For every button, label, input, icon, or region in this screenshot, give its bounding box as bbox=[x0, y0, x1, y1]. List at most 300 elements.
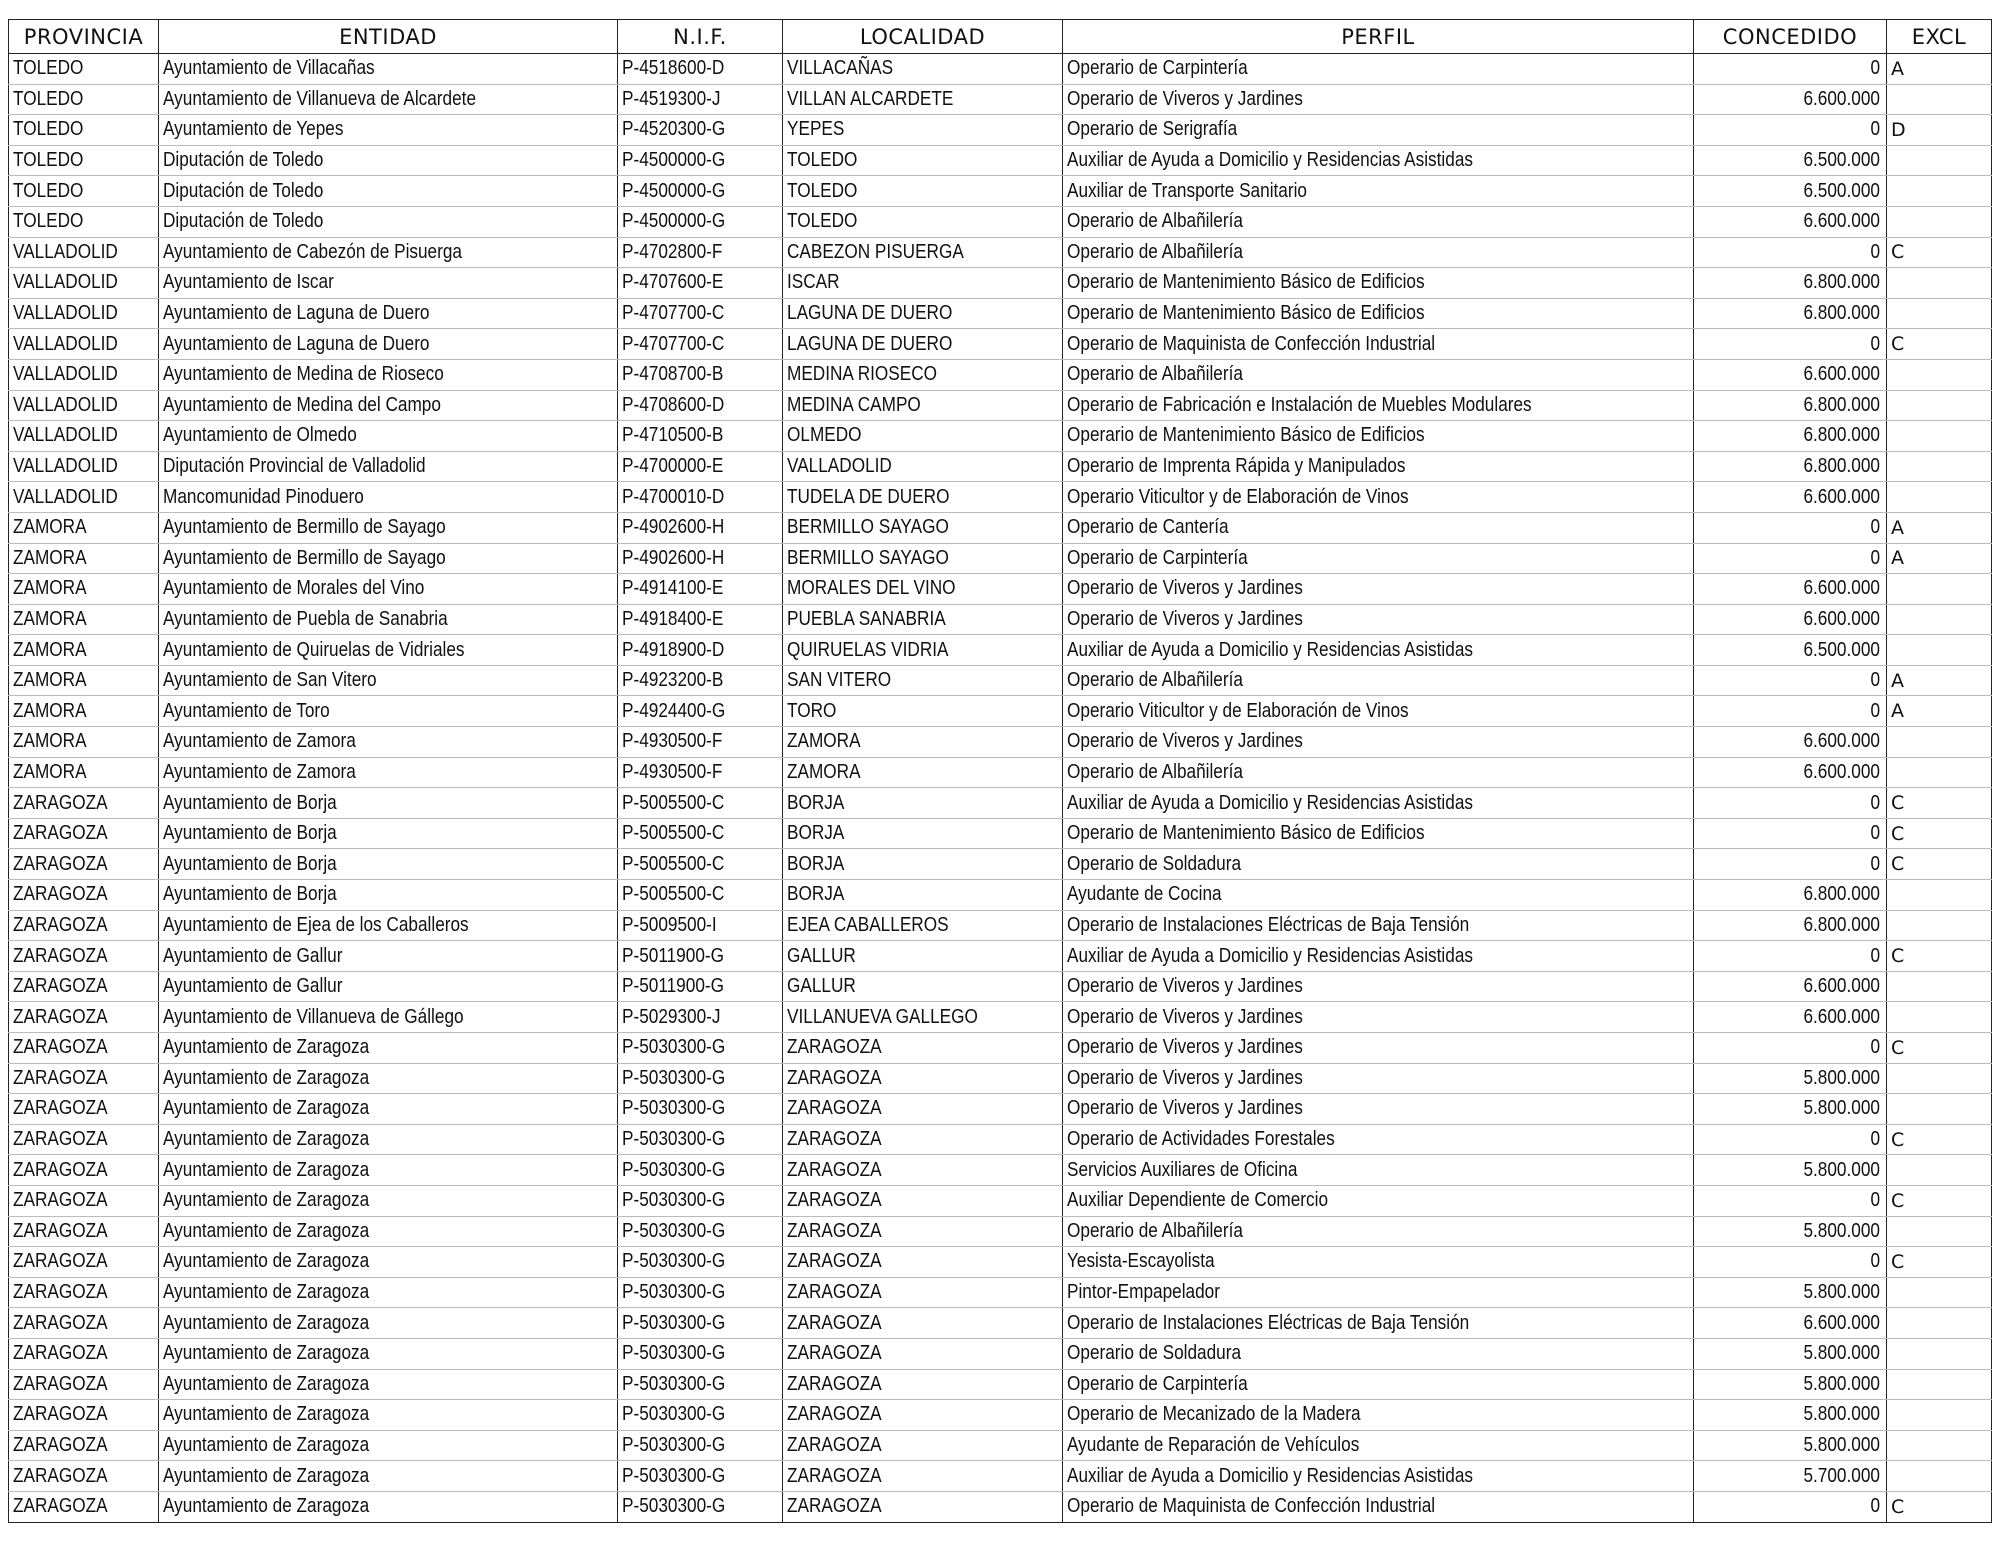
provincia-cell bbox=[9, 696, 159, 727]
perfil-cell bbox=[1063, 206, 1694, 237]
concedido-cell bbox=[1694, 268, 1887, 299]
concedido-cell-text: 6.800.000 bbox=[1803, 913, 1880, 936]
nif-cell-text: P-4520300-G bbox=[622, 118, 726, 141]
localidad-cell bbox=[783, 1124, 1063, 1155]
entidad-cell bbox=[159, 390, 618, 421]
nif-cell bbox=[618, 941, 783, 972]
perfil-cell-text: Operario de Mecanizado de la Madera bbox=[1067, 1403, 1361, 1426]
concedido-cell bbox=[1694, 1063, 1887, 1094]
provincia-cell-text: ZAMORA bbox=[13, 730, 87, 753]
provincia-cell bbox=[9, 910, 159, 941]
excl-cell bbox=[1887, 84, 1992, 115]
localidad-cell-text: BORJA bbox=[787, 822, 845, 845]
excl-cell bbox=[1887, 1033, 1992, 1064]
provincia-cell bbox=[9, 115, 159, 146]
nif-cell-text: P-5030300-G bbox=[622, 1219, 726, 1242]
entidad-cell-text: Ayuntamiento de Zaragoza bbox=[163, 1219, 370, 1242]
entidad-cell bbox=[159, 757, 618, 788]
excl-cell bbox=[1887, 818, 1992, 849]
concedido-cell bbox=[1694, 1461, 1887, 1492]
entidad-cell bbox=[159, 145, 618, 176]
perfil-cell bbox=[1063, 1185, 1694, 1216]
concedido-cell bbox=[1694, 1124, 1887, 1155]
excl-cell bbox=[1887, 1124, 1992, 1155]
table-row bbox=[9, 115, 1992, 146]
perfil-cell bbox=[1063, 145, 1694, 176]
localidad-cell-text: ZARAGOZA bbox=[787, 1464, 882, 1487]
provincia-cell bbox=[9, 788, 159, 819]
nif-cell bbox=[618, 54, 783, 85]
provincia-cell bbox=[9, 359, 159, 390]
table-row bbox=[9, 421, 1992, 452]
excl-cell-text: C bbox=[1891, 1128, 1905, 1151]
localidad-cell bbox=[783, 1094, 1063, 1125]
concedido-cell-text: 6.500.000 bbox=[1803, 149, 1880, 172]
excl-cell bbox=[1887, 665, 1992, 696]
entidad-cell-text: Ayuntamiento de Zaragoza bbox=[163, 1342, 370, 1365]
provincia-cell bbox=[9, 482, 159, 513]
concedido-cell-text: 6.600.000 bbox=[1803, 210, 1880, 233]
excl-cell bbox=[1887, 1002, 1992, 1033]
table-row bbox=[9, 1216, 1992, 1247]
localidad-cell-text: BORJA bbox=[787, 852, 845, 875]
excl-cell bbox=[1887, 1216, 1992, 1247]
localidad-cell-text: OLMEDO bbox=[787, 424, 862, 447]
concedido-cell-text: 0 bbox=[1870, 852, 1880, 875]
entidad-cell-text: Ayuntamiento de Zaragoza bbox=[163, 1372, 370, 1395]
nif-cell-text: P-4902600-H bbox=[622, 516, 725, 539]
provincia-cell bbox=[9, 818, 159, 849]
localidad-cell bbox=[783, 115, 1063, 146]
localidad-cell bbox=[783, 880, 1063, 911]
entidad-cell bbox=[159, 54, 618, 85]
concedido-cell bbox=[1694, 1308, 1887, 1339]
perfil-cell bbox=[1063, 359, 1694, 390]
concedido-cell-text: 0 bbox=[1870, 1250, 1880, 1273]
perfil-cell-text: Operario de Albañilería bbox=[1067, 363, 1243, 386]
nif-cell bbox=[618, 1216, 783, 1247]
perfil-cell bbox=[1063, 941, 1694, 972]
perfil-cell-text: Operario de Cantería bbox=[1067, 516, 1229, 539]
perfil-cell-text: Operario de Viveros y Jardines bbox=[1067, 975, 1303, 998]
perfil-cell-text: Auxiliar de Ayuda a Domicilio y Residencias Asistidas bbox=[1067, 1464, 1474, 1487]
entidad-cell-text: Ayuntamiento de Borja bbox=[163, 822, 337, 845]
localidad-cell-text: TOLEDO bbox=[787, 149, 858, 172]
entidad-cell bbox=[159, 543, 618, 574]
concedido-cell-text: 6.600.000 bbox=[1803, 1005, 1880, 1028]
nif-cell bbox=[618, 1400, 783, 1431]
concedido-cell bbox=[1694, 1491, 1887, 1522]
entidad-cell-text: Ayuntamiento de Zaragoza bbox=[163, 1066, 370, 1089]
table-row bbox=[9, 818, 1992, 849]
perfil-cell-text: Pintor-Empapelador bbox=[1067, 1281, 1220, 1304]
nif-cell bbox=[618, 115, 783, 146]
concedido-cell bbox=[1694, 1155, 1887, 1186]
perfil-cell bbox=[1063, 1277, 1694, 1308]
table-row bbox=[9, 1308, 1992, 1339]
perfil-cell bbox=[1063, 818, 1694, 849]
table-row bbox=[9, 390, 1992, 421]
concedido-cell-text: 5.800.000 bbox=[1803, 1403, 1880, 1426]
localidad-cell-text: VILLAN ALCARDETE bbox=[787, 87, 954, 110]
provincia-cell-text: VALLADOLID bbox=[13, 302, 118, 325]
entidad-cell-text: Ayuntamiento de Zamora bbox=[163, 730, 356, 753]
provincia-cell-text: VALLADOLID bbox=[13, 455, 118, 478]
localidad-cell bbox=[783, 1247, 1063, 1278]
concedido-cell-text: 6.500.000 bbox=[1803, 179, 1880, 202]
concedido-cell-text: 5.800.000 bbox=[1803, 1097, 1880, 1120]
provincia-cell-text: ZARAGOZA bbox=[13, 1128, 108, 1151]
concedido-cell bbox=[1694, 237, 1887, 268]
provincia-cell-text: ZARAGOZA bbox=[13, 1495, 108, 1518]
concedido-cell-text: 6.600.000 bbox=[1803, 730, 1880, 753]
localidad-cell-text: ZARAGOZA bbox=[787, 1372, 882, 1395]
localidad-cell bbox=[783, 268, 1063, 299]
entidad-cell bbox=[159, 1338, 618, 1369]
excl-cell-text: C bbox=[1891, 945, 1905, 968]
provincia-cell-text: ZARAGOZA bbox=[13, 822, 108, 845]
entidad-cell bbox=[159, 1155, 618, 1186]
perfil-cell bbox=[1063, 880, 1694, 911]
perfil-cell bbox=[1063, 115, 1694, 146]
table-row bbox=[9, 84, 1992, 115]
entidad-cell bbox=[159, 482, 618, 513]
nif-cell-text: P-5030300-G bbox=[622, 1342, 726, 1365]
concedido-cell-text: 0 bbox=[1870, 57, 1880, 80]
excl-cell bbox=[1887, 237, 1992, 268]
concedido-cell-text: 0 bbox=[1870, 1036, 1880, 1059]
perfil-cell bbox=[1063, 604, 1694, 635]
provincia-cell-text: ZARAGOZA bbox=[13, 883, 108, 906]
entidad-cell bbox=[159, 1002, 618, 1033]
perfil-cell bbox=[1063, 665, 1694, 696]
provincia-cell-text: ZARAGOZA bbox=[13, 1372, 108, 1395]
provincia-cell bbox=[9, 1400, 159, 1431]
table-row bbox=[9, 543, 1992, 574]
table-row bbox=[9, 910, 1992, 941]
perfil-cell-text: Operario de Albañilería bbox=[1067, 669, 1243, 692]
excl-cell bbox=[1887, 543, 1992, 574]
perfil-cell-text: Operario Viticultor y de Elaboración de Vinos bbox=[1067, 485, 1409, 508]
localidad-cell bbox=[783, 1277, 1063, 1308]
table-row bbox=[9, 941, 1992, 972]
localidad-cell-text: BERMILLO SAYAGO bbox=[787, 516, 949, 539]
localidad-cell bbox=[783, 176, 1063, 207]
entidad-cell bbox=[159, 298, 618, 329]
entidad-cell-text: Ayuntamiento de Villanueva de Gállego bbox=[163, 1005, 464, 1028]
entidad-cell bbox=[159, 1124, 618, 1155]
entidad-cell bbox=[159, 1216, 618, 1247]
localidad-cell-text: ZAMORA bbox=[787, 760, 861, 783]
entidad-cell bbox=[159, 115, 618, 146]
table-row bbox=[9, 1369, 1992, 1400]
provincia-cell-text: VALLADOLID bbox=[13, 485, 118, 508]
provincia-cell-text: ZARAGOZA bbox=[13, 1005, 108, 1028]
excl-cell-text: C bbox=[1891, 1495, 1905, 1518]
concedido-cell bbox=[1694, 604, 1887, 635]
localidad-cell-text: ZARAGOZA bbox=[787, 1342, 882, 1365]
perfil-cell-text: Operario de Albañilería bbox=[1067, 240, 1243, 263]
excl-cell-text: C bbox=[1891, 853, 1905, 876]
entidad-cell bbox=[159, 635, 618, 666]
entidad-cell bbox=[159, 237, 618, 268]
entidad-cell bbox=[159, 1063, 618, 1094]
nif-cell-text: P-5005500-C bbox=[622, 791, 725, 814]
localidad-cell-text: ZARAGOZA bbox=[787, 1434, 882, 1457]
perfil-cell-text: Operario de Mantenimiento Básico de Edificios bbox=[1067, 822, 1425, 845]
provincia-cell bbox=[9, 849, 159, 880]
concedido-cell-text: 0 bbox=[1870, 1128, 1880, 1151]
entidad-cell bbox=[159, 1369, 618, 1400]
entidad-cell-text: Ayuntamiento de Zaragoza bbox=[163, 1434, 370, 1457]
table-row bbox=[9, 1277, 1992, 1308]
nif-cell-text: P-5030300-G bbox=[622, 1281, 726, 1304]
concedido-cell bbox=[1694, 818, 1887, 849]
provincia-cell-text: ZARAGOZA bbox=[13, 852, 108, 875]
localidad-cell-text: SAN VITERO bbox=[787, 669, 892, 692]
nif-cell-text: P-4923200-B bbox=[622, 669, 724, 692]
concedido-cell-text: 6.800.000 bbox=[1803, 455, 1880, 478]
entidad-cell bbox=[159, 971, 618, 1002]
perfil-cell-text: Auxiliar de Ayuda a Domicilio y Residencias Asistidas bbox=[1067, 638, 1474, 661]
nif-cell-text: P-4500000-G bbox=[622, 210, 726, 233]
localidad-cell-text: QUIRUELAS VIDRIA bbox=[787, 638, 949, 661]
excl-cell-text: C bbox=[1891, 1036, 1905, 1059]
excl-cell bbox=[1887, 1338, 1992, 1369]
entidad-cell-text: Ayuntamiento de Zaragoza bbox=[163, 1189, 370, 1212]
nif-cell bbox=[618, 1338, 783, 1369]
perfil-cell-text: Auxiliar de Ayuda a Domicilio y Residencias Asistidas bbox=[1067, 791, 1474, 814]
provincia-cell-text: ZARAGOZA bbox=[13, 913, 108, 936]
nif-cell bbox=[618, 1277, 783, 1308]
concedido-cell bbox=[1694, 512, 1887, 543]
localidad-cell-text: VILLACAÑAS bbox=[787, 57, 894, 80]
perfil-cell bbox=[1063, 1247, 1694, 1278]
localidad-cell bbox=[783, 482, 1063, 513]
perfil-cell-text: Operario de Viveros y Jardines bbox=[1067, 730, 1303, 753]
concedido-cell-text: 0 bbox=[1870, 1189, 1880, 1212]
excl-cell bbox=[1887, 1461, 1992, 1492]
concedido-cell-text: 6.800.000 bbox=[1803, 424, 1880, 447]
localidad-cell-text: ZARAGOZA bbox=[787, 1219, 882, 1242]
localidad-cell bbox=[783, 1002, 1063, 1033]
provincia-cell-text: TOLEDO bbox=[13, 149, 84, 172]
entidad-cell bbox=[159, 1491, 618, 1522]
concedido-cell bbox=[1694, 971, 1887, 1002]
perfil-cell bbox=[1063, 1124, 1694, 1155]
entidad-cell bbox=[159, 1308, 618, 1339]
entidad-cell bbox=[159, 329, 618, 360]
nif-cell-text: P-4710500-B bbox=[622, 424, 724, 447]
entidad-cell bbox=[159, 359, 618, 390]
excl-cell-text: C bbox=[1891, 822, 1905, 845]
nif-cell-text: P-5030300-G bbox=[622, 1128, 726, 1151]
excl-cell bbox=[1887, 849, 1992, 880]
provincia-cell bbox=[9, 941, 159, 972]
perfil-cell bbox=[1063, 54, 1694, 85]
localidad-cell-text: EJEA CABALLEROS bbox=[787, 913, 949, 936]
nif-cell bbox=[618, 482, 783, 513]
nif-cell-text: P-4930500-F bbox=[622, 760, 723, 783]
nif-cell-text: P-4518600-D bbox=[622, 57, 725, 80]
excl-cell bbox=[1887, 910, 1992, 941]
table-row bbox=[9, 512, 1992, 543]
perfil-cell bbox=[1063, 1063, 1694, 1094]
provincia-cell bbox=[9, 1308, 159, 1339]
nif-cell bbox=[618, 788, 783, 819]
localidad-cell-text: TOLEDO bbox=[787, 179, 858, 202]
concedido-cell-text: 6.800.000 bbox=[1803, 302, 1880, 325]
localidad-cell-text: ZARAGOZA bbox=[787, 1128, 882, 1151]
localidad-cell bbox=[783, 1491, 1063, 1522]
table-row bbox=[9, 880, 1992, 911]
nif-cell bbox=[618, 818, 783, 849]
nif-cell bbox=[618, 574, 783, 605]
provincia-cell bbox=[9, 84, 159, 115]
provincia-cell bbox=[9, 727, 159, 758]
perfil-cell bbox=[1063, 237, 1694, 268]
excl-cell bbox=[1887, 1491, 1992, 1522]
excl-cell bbox=[1887, 971, 1992, 1002]
provincia-cell-text: ZAMORA bbox=[13, 638, 87, 661]
perfil-cell bbox=[1063, 727, 1694, 758]
entidad-cell bbox=[159, 451, 618, 482]
localidad-cell-text: MORALES DEL VINO bbox=[787, 577, 956, 600]
nif-cell-text: P-5030300-G bbox=[622, 1066, 726, 1089]
excl-cell-text: A bbox=[1891, 57, 1904, 80]
perfil-cell bbox=[1063, 390, 1694, 421]
entidad-cell bbox=[159, 941, 618, 972]
table-row bbox=[9, 1247, 1992, 1278]
excl-cell-text: D bbox=[1891, 118, 1906, 141]
localidad-cell bbox=[783, 1400, 1063, 1431]
perfil-cell bbox=[1063, 298, 1694, 329]
provincia-cell bbox=[9, 1216, 159, 1247]
localidad-cell-text: ZARAGOZA bbox=[787, 1066, 882, 1089]
entidad-cell bbox=[159, 1277, 618, 1308]
concedido-cell bbox=[1694, 1430, 1887, 1461]
excl-cell bbox=[1887, 574, 1992, 605]
table-row bbox=[9, 604, 1992, 635]
nif-cell-text: P-4702800-F bbox=[622, 240, 723, 263]
localidad-cell-text: BERMILLO SAYAGO bbox=[787, 546, 949, 569]
concedido-cell bbox=[1694, 635, 1887, 666]
entidad-cell-text: Ayuntamiento de Zaragoza bbox=[163, 1128, 370, 1151]
perfil-cell-text: Ayudante de Reparación de Vehículos bbox=[1067, 1434, 1360, 1457]
nif-cell-text: P-4519300-J bbox=[622, 87, 721, 110]
provincia-cell bbox=[9, 206, 159, 237]
nif-cell bbox=[618, 1155, 783, 1186]
nif-cell bbox=[618, 1185, 783, 1216]
nif-cell bbox=[618, 298, 783, 329]
perfil-cell bbox=[1063, 1002, 1694, 1033]
perfil-cell-text: Operario de Albañilería bbox=[1067, 760, 1243, 783]
entidad-cell bbox=[159, 1430, 618, 1461]
provincia-cell bbox=[9, 329, 159, 360]
nif-cell-text: P-5030300-G bbox=[622, 1158, 726, 1181]
localidad-cell bbox=[783, 910, 1063, 941]
col-header-nif: N.I.F. bbox=[618, 20, 783, 54]
nif-cell bbox=[618, 512, 783, 543]
entidad-cell bbox=[159, 910, 618, 941]
perfil-cell-text: Servicios Auxiliares de Oficina bbox=[1067, 1158, 1298, 1181]
localidad-cell bbox=[783, 574, 1063, 605]
provincia-cell-text: TOLEDO bbox=[13, 118, 84, 141]
nif-cell-text: P-5030300-G bbox=[622, 1036, 726, 1059]
provincia-cell bbox=[9, 390, 159, 421]
nif-cell bbox=[618, 1247, 783, 1278]
entidad-cell bbox=[159, 727, 618, 758]
nif-cell-text: P-5030300-G bbox=[622, 1434, 726, 1457]
localidad-cell-text: MEDINA CAMPO bbox=[787, 393, 921, 416]
table-row bbox=[9, 237, 1992, 268]
table-row bbox=[9, 696, 1992, 727]
entidad-cell bbox=[159, 1033, 618, 1064]
perfil-cell-text: Operario de Imprenta Rápida y Manipulados bbox=[1067, 455, 1406, 478]
localidad-cell-text: ZARAGOZA bbox=[787, 1250, 882, 1273]
entidad-cell-text: Ayuntamiento de Morales del Vino bbox=[163, 577, 425, 600]
perfil-cell-text: Operario de Mantenimiento Básico de Edificios bbox=[1067, 424, 1425, 447]
perfil-cell-text: Yesista-Escayolista bbox=[1067, 1250, 1215, 1273]
excl-cell-text: C bbox=[1891, 792, 1905, 815]
localidad-cell bbox=[783, 1185, 1063, 1216]
entidad-cell-text: Ayuntamiento de Olmedo bbox=[163, 424, 357, 447]
nif-cell-text: P-4707700-C bbox=[622, 302, 725, 325]
nif-cell-text: P-4500000-G bbox=[622, 179, 726, 202]
excl-cell bbox=[1887, 268, 1992, 299]
entidad-cell bbox=[159, 696, 618, 727]
excl-cell bbox=[1887, 329, 1992, 360]
localidad-cell bbox=[783, 329, 1063, 360]
entidad-cell-text: Ayuntamiento de Zaragoza bbox=[163, 1464, 370, 1487]
perfil-cell bbox=[1063, 512, 1694, 543]
excl-cell bbox=[1887, 115, 1992, 146]
perfil-cell-text: Operario de Viveros y Jardines bbox=[1067, 1036, 1303, 1059]
excl-cell bbox=[1887, 298, 1992, 329]
provincia-cell-text: ZARAGOZA bbox=[13, 1250, 108, 1273]
provincia-cell bbox=[9, 1094, 159, 1125]
concedido-cell-text: 5.800.000 bbox=[1803, 1342, 1880, 1365]
nif-cell bbox=[618, 880, 783, 911]
concedido-cell bbox=[1694, 206, 1887, 237]
localidad-cell-text: ZARAGOZA bbox=[787, 1495, 882, 1518]
nif-cell-text: P-4700000-E bbox=[622, 455, 724, 478]
perfil-cell bbox=[1063, 1033, 1694, 1064]
nif-cell bbox=[618, 604, 783, 635]
perfil-cell bbox=[1063, 1094, 1694, 1125]
concedido-cell bbox=[1694, 1400, 1887, 1431]
excl-cell-text: A bbox=[1891, 700, 1904, 723]
concedido-cell bbox=[1694, 1277, 1887, 1308]
entidad-cell-text: Ayuntamiento de Zaragoza bbox=[163, 1281, 370, 1304]
localidad-cell bbox=[783, 451, 1063, 482]
localidad-cell-text: LAGUNA DE DUERO bbox=[787, 302, 953, 325]
concedido-cell-text: 5.800.000 bbox=[1803, 1434, 1880, 1457]
table-row bbox=[9, 298, 1992, 329]
entidad-cell-text: Ayuntamiento de Laguna de Duero bbox=[163, 332, 430, 355]
entidad-cell bbox=[159, 849, 618, 880]
provincia-cell-text: ZARAGOZA bbox=[13, 1219, 108, 1242]
provincia-cell-text: ZARAGOZA bbox=[13, 1066, 108, 1089]
nif-cell bbox=[618, 1094, 783, 1125]
nif-cell-text: P-4707700-C bbox=[622, 332, 725, 355]
nif-cell bbox=[618, 206, 783, 237]
perfil-cell bbox=[1063, 1430, 1694, 1461]
concedido-cell bbox=[1694, 1185, 1887, 1216]
nif-cell-text: P-5005500-C bbox=[622, 883, 725, 906]
entidad-cell-text: Mancomunidad Pinoduero bbox=[163, 485, 364, 508]
perfil-cell-text: Operario de Carpintería bbox=[1067, 57, 1248, 80]
